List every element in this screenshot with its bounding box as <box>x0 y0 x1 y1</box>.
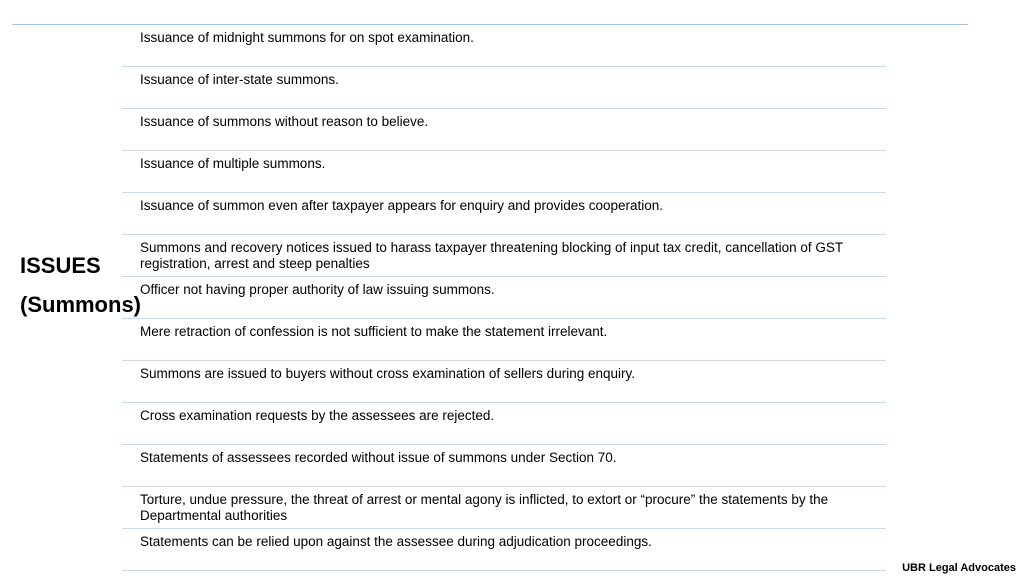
section-heading <box>20 252 141 318</box>
list-item: Statements of assessees recorded without issue of summons under Section 70. <box>122 445 886 487</box>
issues-list <box>122 25 886 571</box>
heading-subtitle: (Summons) <box>20 292 141 317</box>
list-item: Cross examination requests by the assessees are rejected. <box>122 403 886 445</box>
list-item: Issuance of summons without reason to believe. <box>122 109 886 151</box>
list-item: Issuance of midnight summons for on spot examination. <box>122 25 886 67</box>
list-item: Summons and recovery notices issued to harass taxpayer threatening blocking of input tax credit, cancellation of GST registration, arrest and steep penalties <box>122 235 886 277</box>
list-item: Issuance of summon even after taxpayer appears for enquiry and provides cooperation. <box>122 193 886 235</box>
footer-brand: UBR Legal Advocates <box>902 562 1016 574</box>
list-item: Statements can be relied upon against the assessee during adjudication proceedings. <box>122 529 886 571</box>
list-item: Issuance of multiple summons. <box>122 151 886 193</box>
list-item: Torture, undue pressure, the threat of arrest or mental agony is inflicted, to extort or “procure” the statements by the Departmental authorities <box>122 487 886 529</box>
list-item: Issuance of inter-state summons. <box>122 67 886 109</box>
list-item: Summons are issued to buyers without cross examination of sellers during enquiry. <box>122 361 886 403</box>
list-item: Mere retraction of confession is not sufficient to make the statement irrelevant. <box>122 319 886 361</box>
heading-title: ISSUES <box>20 253 101 278</box>
list-item: Officer not having proper authority of law issuing summons. <box>122 277 886 319</box>
